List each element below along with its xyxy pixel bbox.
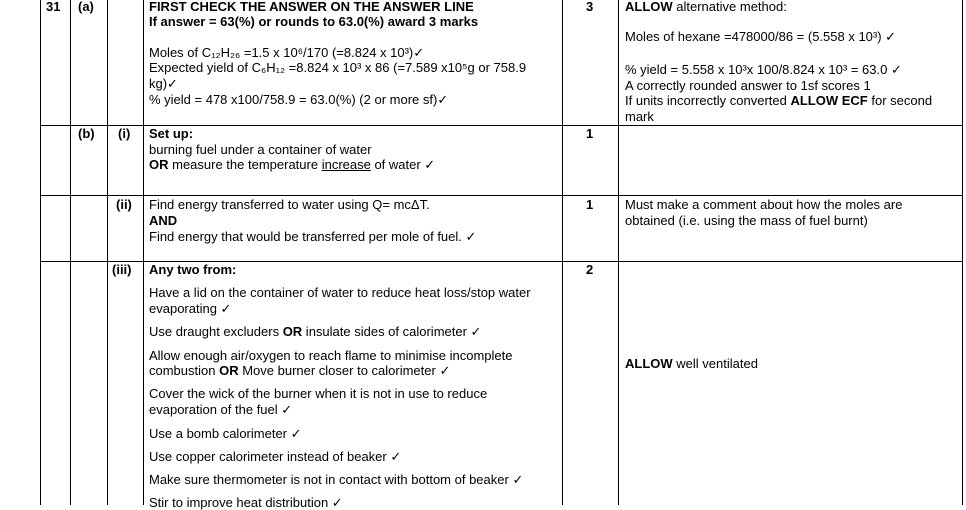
answer-line xyxy=(149,363,450,378)
answer-line: Expected yield of C₆H₁₂ =8.824 x 10³ x 86 (=7.589 x10⁵g or 758.9 xyxy=(149,60,527,75)
answer-line: Find energy transferred to water using Q= mcΔT. xyxy=(149,197,430,212)
guidance-line: Must make a comment about how the moles are xyxy=(625,197,903,212)
guidance-line: A correctly rounded answer to 1sf scores 1 xyxy=(625,78,871,93)
guidance-text: for second xyxy=(867,93,933,108)
grid-line xyxy=(562,0,563,505)
answer-line: Allow enough air/oxygen to reach flame to minimise incomplete xyxy=(149,348,513,363)
part-b-i-label: (i) xyxy=(118,126,131,141)
answer-line: Moles of C₁₂H₂₆ =1.5 x 10⁶/170 (=8.824 x 10³)✓ xyxy=(149,45,425,60)
grid-line xyxy=(143,0,144,505)
marks-value: 1 xyxy=(586,197,594,212)
answer-line: Cover the wick of the burner when it is not in use to reduce xyxy=(149,386,488,401)
part-b-ii-label: (ii) xyxy=(116,197,132,212)
setup-heading: Set up: xyxy=(149,126,194,141)
guidance-line xyxy=(625,0,787,14)
answer-line: Use a bomb calorimeter ✓ xyxy=(149,426,302,441)
allow-keyword: ALLOW xyxy=(625,356,673,371)
row-divider xyxy=(40,195,963,196)
guidance-line: mark xyxy=(625,109,654,124)
answer-line: Make sure thermometer is not in contact with bottom of beaker ✓ xyxy=(149,472,524,487)
guidance-line: obtained (i.e. using the mass of fuel burnt) xyxy=(625,213,868,228)
question-number: 31 xyxy=(46,0,61,14)
and-keyword: AND xyxy=(149,213,178,228)
answer-text: of water ✓ xyxy=(370,157,436,172)
grid-line xyxy=(618,0,619,505)
grid-line xyxy=(962,0,963,505)
guidance-line xyxy=(625,93,932,108)
answer-line: kg)✓ xyxy=(149,76,178,91)
answer-line: Find energy that would be transferred per mole of fuel. ✓ xyxy=(149,229,477,244)
guidance-line: % yield = 5.558 x 10³x 100/8.824 x 10³ = 63.0 ✓ xyxy=(625,62,902,77)
allow-keyword: ALLOW xyxy=(625,0,673,14)
answer-line: % yield = 478 x100/758.9 = 63.0(%) (2 or more sf)✓ xyxy=(149,92,449,107)
answer-heading-award: If answer = 63(%) or rounds to 63.0(%) award 3 marks xyxy=(149,14,479,29)
answer-line xyxy=(149,324,481,339)
guidance-line: Moles of hexane =478000/86 = (5.558 x 10³) ✓ xyxy=(625,29,897,44)
guidance-line xyxy=(625,356,758,371)
answer-line: Have a lid on the container of water to reduce heat loss/stop water xyxy=(149,285,531,300)
part-b-label: (b) xyxy=(78,126,95,141)
answer-text: insulate sides of calorimeter ✓ xyxy=(302,324,482,339)
guidance-text: If units incorrectly converted xyxy=(625,93,791,108)
answer-text: Use draught excluders xyxy=(149,324,283,339)
answer-line: burning fuel under a container of water xyxy=(149,142,372,157)
grid-line xyxy=(70,0,71,505)
answer-text: combustion xyxy=(149,363,220,378)
marks-value: 1 xyxy=(586,126,594,141)
underlined-text: increase xyxy=(321,157,371,172)
marks-value: 3 xyxy=(586,0,594,14)
marks-value: 2 xyxy=(586,262,594,277)
or-keyword: OR xyxy=(149,157,169,172)
allow-ecf-keyword: ALLOW ECF xyxy=(790,93,868,108)
or-keyword: OR xyxy=(282,324,303,339)
answer-line: Use copper calorimeter instead of beaker ✓ xyxy=(149,449,402,464)
answer-heading: FIRST CHECK THE ANSWER ON THE ANSWER LINE xyxy=(149,0,474,14)
part-b-iii-label: (iii) xyxy=(112,262,132,277)
answer-text: Move burner closer to calorimeter ✓ xyxy=(238,363,451,378)
guidance-text: well ventilated xyxy=(672,356,758,371)
guidance-text: alternative method: xyxy=(672,0,787,14)
answer-line: Stir to improve heat distribution ✓ xyxy=(149,495,343,510)
any-two-heading: Any two from: xyxy=(149,262,237,277)
part-a-label: (a) xyxy=(78,0,94,14)
answer-line: evaporation of the fuel ✓ xyxy=(149,402,293,417)
answer-line: evaporating ✓ xyxy=(149,301,232,316)
or-keyword: OR xyxy=(219,363,239,378)
answer-text: measure the temperature xyxy=(168,157,322,172)
grid-line xyxy=(107,0,108,505)
answer-line xyxy=(149,157,435,172)
grid-line xyxy=(40,0,41,505)
